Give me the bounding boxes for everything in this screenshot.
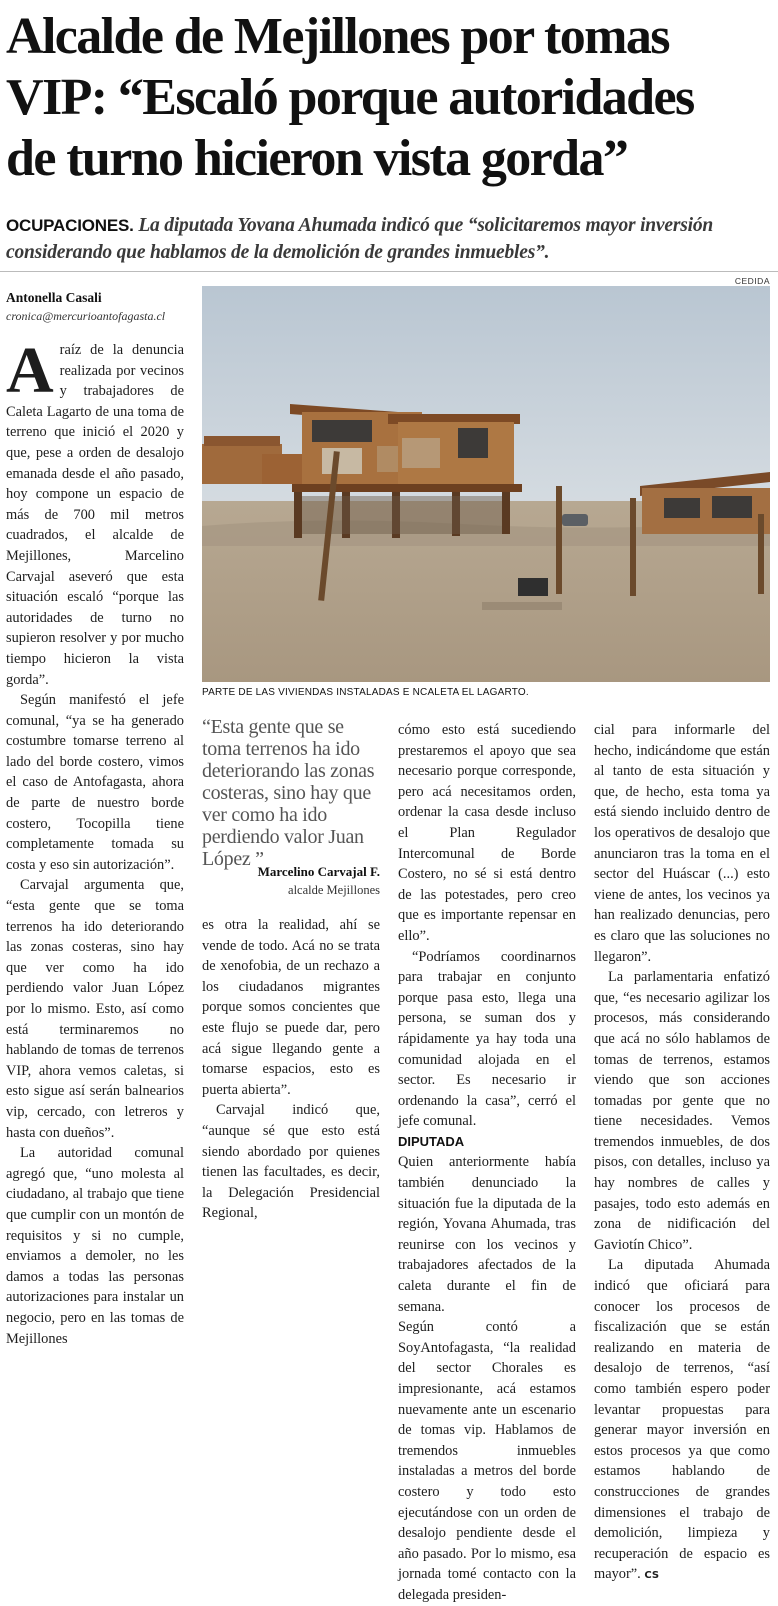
paragraph: “Podríamos coordinarnos para trabajar en conjunto porque pasa esto, llega una persona, se suman dos y rápidamente ya hay toda una comunidad alojada en el sector. Es necesario ir ordenando la casa”, cerró el jefe comunal. — [398, 948, 576, 1130]
section-subhead: DIPUTADA — [398, 1133, 465, 1149]
pull-quote: “Esta gente que se toma terrenos ha ido deteriorando las zonas costeras, sino hay que ver como ha ido perdiendo valor Juan López ” — [202, 716, 375, 870]
paragraph: Quien anteriormente había también denunciado la situación fue la diputada de la región, Yovana Ahumada, tras reunirse con los vecinos y trabajadores afectados de la caleta durante el fin de semana. — [398, 1154, 576, 1315]
headline-line-3: de turno hicieron vista gorda” — [6, 130, 628, 187]
headline-line-1: Alcalde de Mejillones por tomas — [6, 8, 669, 65]
byline-email[interactable]: cronica@mercurioantofagasta.cl — [6, 309, 166, 323]
deck — [6, 212, 774, 266]
byline-author: Antonella Casali — [6, 290, 102, 305]
paragraph — [594, 1255, 770, 1587]
paragraph: Carvajal indicó que, “aunque sé que esto está siendo abordado por quienes tienen las facultades, es decir, la Delegación Presidencial Regional, — [202, 1102, 380, 1222]
headline — [6, 6, 774, 189]
article-photo — [202, 286, 770, 682]
column-1 — [6, 334, 184, 1349]
paragraph: es otra la realidad, ahí se vende de todo. Acá no se trata de xenofobia, de un rechazo a los ciudadanos migrantes porque somos concientes que este flujo se puede dar, pero acá sigue llegando gente a tomarse espacios, esto es puerta abierta”. — [202, 917, 380, 1098]
column-4 — [594, 720, 770, 1587]
photo-credit: CEDIDA — [734, 276, 770, 286]
paragraph: La autoridad comunal agregó que, “uno molesta al ciudadano, al trabajo que tiene que cumplir con un montón de requisitos y si no cumple, enviamos a demoler, no les damos a todas las personas autorizaciones para instalar un negocio, pero en las tomas de Mejillones — [6, 1145, 184, 1347]
paragraph-text: La diputada Ahumada indicó que oficiará para conocer los procesos de fiscalización que se están realizando en materia de desalojo de terrenos, “así como también espero poder levantar propuestas para generar mayor inversión en estos procesos ya que como estamos hablando de construcciones de grandes dimensiones el trabajo de demolición, limpieza y recuperación de espacio es mayor”. — [594, 1257, 770, 1583]
paragraph — [6, 334, 184, 690]
paragraph-text: raíz de la denuncia realizada por vecinos y trabajadores de Caleta Lagarto de una toma de terreno que inició el 2020 y que, pese a orden de desalojo emanada desde el año pasado, hoy compone un espacio de más de 700 mil metros cuadrados, el alcalde de Mejillones, Marcelino Carvajal aseveró que esta situación escaló “porque las autoridades de turno no supieron resolver y por mucho tiempo hicieron la vista gorda”. — [6, 342, 184, 688]
column-3 — [398, 720, 576, 1606]
deck-text: La diputada Yovana Ahumada indicó que “solicitaremos mayor inversión considerando que hablamos de la demolición de grandes inmuebles”. — [6, 215, 714, 263]
pull-quote-author: Marcelino Carvajal F. — [257, 864, 380, 879]
headline-line-2: VIP: “Escaló porque autoridades — [6, 69, 694, 126]
paragraph: Según manifestó el jefe comunal, “ya se ha generado costumbre tomarse terreno al lado del borde costero, vimos el caso de Antofagasta, ahora de parte de nuestro borde costero, Tocopilla tiene completamente tomada su costa y eso sin autorización”. — [6, 692, 184, 873]
deck-kicker: OCUPACIONES. — [6, 216, 134, 235]
column-2 — [202, 915, 380, 1224]
paragraph: La parlamentaria enfatizó que, “es necesario agilizar los procesos, más considerando que acá no sólo hablamos de tomas de terrenos, estamos viendo que son acciones tomadas por gente que no tiene necesidades. Vemos tremendos inmuebles, de dos pisos, con detalles, incluso ya hay nombres de calles y pasajes, todo esto además en zona de nidificación del Gaviotín Chico”. — [594, 969, 770, 1253]
pull-quote-role: alcalde Mejillones — [288, 883, 380, 897]
end-mark: CS — [644, 1570, 660, 1582]
paragraph: cial para informarle del hecho, indicándome que están al tanto de esta situación y que, de hecho, esta toma ya está siendo incluido dentro de los operativos de desalojo que anunciaron tras la toma en el sector del Huáscar (...) esto viene de antes, los vecinos ya han realizado denuncias, pero es claro que las soluciones no llegaron”. — [594, 722, 770, 965]
paragraph: Carvajal argumenta que, “esta gente que se toma terrenos ha ido deteriorando las zonas costeras, sino hay que ver como ha ido perdiendo valor Juan López por lo mismo. Esto, así como está terminaremos no hablando de tomas de terrenos VIP, ahora vemos caletas, si esto sigue así serán balnearios vip, cercado, con letreros y hasta con dueños”. — [6, 877, 184, 1141]
paragraph: cómo esto está sucediendo prestaremos el apoyo que sea necesario porque corresponde, pero acá necesitamos orden, ordenar la casa desde incluso el Plan Regulador Intercomunal de Borde Costero, no sé si está dentro de las potestades, pero creo que es importante repensar en ello”. — [398, 722, 576, 944]
paragraph: Según contó a SoyAntofagasta, “la realidad del sector Chorales es impresionante, acá estamos nuevamente ante un escenario de tomas vip. Hablamos de tremendos inmuebles instaladas a metros del borde costero y todo esto ejecutándose con un orden de desalojo pendiente desde el año pasado. Por lo mismo, esa jornada tomé contacto con la delegada presiden- — [398, 1319, 576, 1603]
houses-photo — [202, 286, 770, 682]
drop-cap: A — [6, 334, 54, 407]
divider — [0, 271, 778, 272]
photo-caption: PARTE DE LAS VIVIENDAS INSTALADAS E NCALETA EL LAGARTO. — [202, 687, 529, 698]
